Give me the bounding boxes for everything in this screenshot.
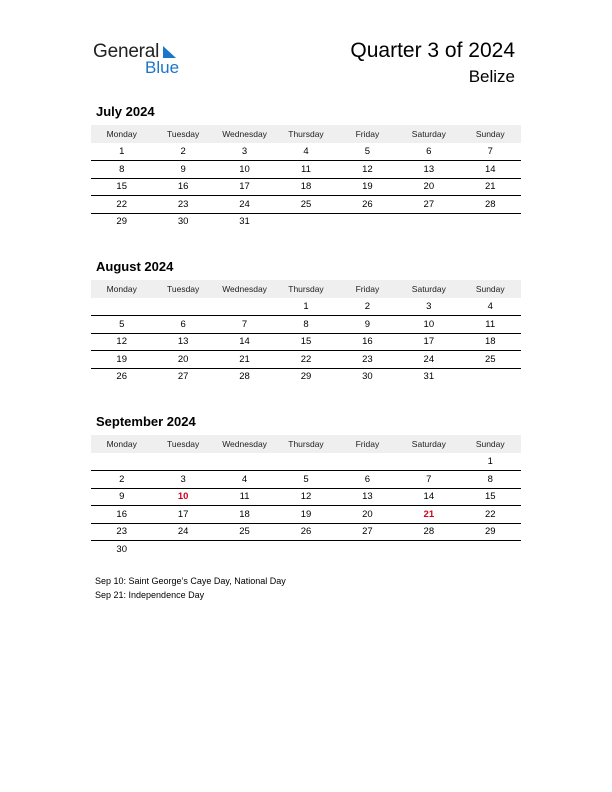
day-cell: 23 bbox=[362, 353, 373, 365]
weekday-label: Monday bbox=[106, 284, 137, 294]
weekday-label: Saturday bbox=[411, 439, 446, 449]
weekday-label: Tuesday bbox=[166, 439, 200, 449]
weekday-header bbox=[91, 125, 521, 143]
day-cell: 25 bbox=[239, 526, 250, 538]
day-cell: 17 bbox=[177, 508, 189, 520]
week-row bbox=[91, 214, 521, 231]
weekday-label: Friday bbox=[355, 284, 380, 294]
day-cell: 23 bbox=[116, 526, 127, 538]
day-cell: 18 bbox=[300, 181, 312, 193]
month-name: July 2024 bbox=[96, 104, 155, 119]
day-cell: 17 bbox=[239, 181, 250, 193]
day-cell: 2 bbox=[364, 301, 371, 312]
day-cell: 27 bbox=[362, 526, 373, 538]
country-name: Belize bbox=[468, 67, 515, 86]
day-cell: 13 bbox=[362, 491, 373, 503]
day-cell: 28 bbox=[239, 371, 250, 383]
day-cell: 24 bbox=[423, 353, 435, 365]
weekday-label: Thursday bbox=[288, 439, 324, 449]
day-cell: 20 bbox=[362, 508, 373, 520]
logo-general-text: General bbox=[93, 41, 160, 62]
day-cell: 17 bbox=[423, 336, 435, 348]
day-cell: 5 bbox=[303, 473, 309, 485]
week-row bbox=[91, 369, 521, 386]
weekday-label: Wednesday bbox=[222, 129, 267, 139]
day-cell: 16 bbox=[362, 336, 373, 348]
day-cell: 4 bbox=[487, 301, 493, 312]
day-cell: 18 bbox=[484, 336, 496, 348]
day-cell: 10 bbox=[423, 318, 435, 330]
week-row bbox=[91, 453, 521, 471]
weekday-label: Tuesday bbox=[166, 284, 200, 294]
weekday-label: Thursday bbox=[288, 129, 324, 139]
day-cell: 4 bbox=[303, 146, 309, 157]
day-cell: 29 bbox=[484, 526, 496, 538]
day-cell: 13 bbox=[423, 163, 435, 175]
day-cell: 31 bbox=[423, 371, 435, 383]
day-cell: 30 bbox=[116, 543, 127, 555]
day-cell: 6 bbox=[364, 473, 371, 485]
day-cell: 29 bbox=[116, 216, 127, 228]
day-cell: 6 bbox=[180, 318, 186, 330]
day-cell: 29 bbox=[300, 371, 312, 383]
weekday-label: Wednesday bbox=[222, 284, 267, 294]
weekday-label: Sunday bbox=[475, 284, 505, 294]
month-name: August 2024 bbox=[96, 259, 174, 274]
day-cell: 22 bbox=[484, 508, 496, 520]
weekday-label: Monday bbox=[106, 129, 137, 139]
week-row bbox=[91, 334, 521, 352]
day-cell: 28 bbox=[423, 526, 435, 538]
weekday-label: Sunday bbox=[475, 439, 505, 449]
day-cell: 23 bbox=[177, 198, 189, 210]
week-row bbox=[91, 506, 521, 524]
day-cell: 2 bbox=[180, 146, 186, 157]
day-cell: 15 bbox=[484, 491, 496, 503]
week-row bbox=[91, 489, 521, 507]
day-cell: 11 bbox=[239, 491, 250, 503]
day-cell: 2 bbox=[119, 473, 125, 485]
day-cell: 4 bbox=[241, 473, 248, 485]
week-row bbox=[91, 316, 521, 334]
month-calendar-july bbox=[91, 104, 521, 230]
week-row bbox=[91, 524, 521, 542]
day-cell: 16 bbox=[177, 181, 189, 193]
day-cell: 5 bbox=[119, 318, 125, 330]
week-row bbox=[91, 351, 521, 369]
day-cell: 30 bbox=[362, 371, 373, 383]
day-cell: 8 bbox=[119, 163, 125, 175]
day-cell: 22 bbox=[116, 198, 127, 210]
month-calendar-august bbox=[91, 259, 521, 385]
day-cell: 9 bbox=[364, 318, 371, 330]
day-cell: 25 bbox=[300, 198, 312, 210]
day-cell: 26 bbox=[116, 371, 127, 383]
day-cell: 1 bbox=[487, 456, 493, 467]
day-cell: 20 bbox=[423, 181, 435, 193]
day-cell: 11 bbox=[301, 163, 311, 175]
day-cell: 24 bbox=[177, 526, 189, 538]
weekday-label: Saturday bbox=[411, 284, 446, 294]
day-cell: 9 bbox=[180, 163, 186, 175]
weekday-header bbox=[91, 435, 521, 453]
week-row bbox=[91, 196, 521, 214]
day-cell: 22 bbox=[300, 353, 312, 365]
day-cell: 10 bbox=[239, 163, 250, 175]
week-row bbox=[91, 179, 521, 197]
day-cell: 7 bbox=[241, 318, 248, 330]
day-cell: 16 bbox=[116, 508, 127, 520]
weekday-label: Wednesday bbox=[222, 439, 267, 449]
weekday-label: Sunday bbox=[475, 129, 505, 139]
day-cell: 7 bbox=[426, 473, 432, 485]
day-cell: 5 bbox=[364, 146, 371, 157]
day-cell: 12 bbox=[300, 491, 312, 503]
day-cell: 3 bbox=[241, 146, 248, 157]
holiday-day-cell: 21 bbox=[423, 508, 435, 520]
day-cell: 18 bbox=[239, 508, 250, 520]
day-cell: 19 bbox=[116, 353, 127, 365]
day-cell: 15 bbox=[116, 181, 127, 193]
month-calendar-september bbox=[91, 414, 521, 558]
day-cell: 14 bbox=[484, 163, 496, 175]
day-cell: 13 bbox=[177, 336, 189, 348]
holiday-notes bbox=[95, 574, 286, 602]
weekday-label: Thursday bbox=[288, 284, 324, 294]
weekday-label: Saturday bbox=[411, 129, 446, 139]
day-cell: 24 bbox=[239, 198, 250, 210]
day-cell: 8 bbox=[487, 473, 493, 485]
day-cell: 21 bbox=[484, 181, 496, 193]
day-cell: 15 bbox=[300, 336, 312, 348]
page-title: Quarter 3 of 2024 bbox=[350, 39, 515, 62]
day-cell: 30 bbox=[177, 216, 189, 228]
day-cell: 28 bbox=[484, 198, 496, 210]
weekday-label: Friday bbox=[355, 129, 380, 139]
day-cell: 20 bbox=[177, 353, 189, 365]
week-row bbox=[91, 298, 521, 316]
weekday-label: Tuesday bbox=[166, 129, 200, 139]
day-cell: 26 bbox=[362, 198, 373, 210]
week-row bbox=[91, 471, 521, 489]
month-name: September 2024 bbox=[96, 414, 196, 429]
day-cell: 14 bbox=[239, 336, 250, 348]
day-cell: 11 bbox=[485, 318, 496, 330]
weekday-header bbox=[91, 280, 521, 298]
week-row bbox=[91, 161, 521, 179]
day-cell: 1 bbox=[303, 301, 309, 312]
day-cell: 14 bbox=[423, 491, 435, 503]
day-cell: 8 bbox=[303, 318, 309, 330]
logo-blue-text: Blue bbox=[145, 58, 180, 77]
day-cell: 9 bbox=[119, 491, 125, 503]
day-cell: 1 bbox=[119, 146, 125, 157]
generalblue-logo bbox=[93, 40, 193, 80]
holiday-day-cell: 10 bbox=[177, 491, 189, 503]
day-cell: 27 bbox=[423, 198, 435, 210]
day-cell: 3 bbox=[426, 301, 432, 312]
holiday-note: Sep 10: Saint George’s Caye Day, National Day bbox=[95, 576, 286, 586]
day-cell: 3 bbox=[180, 473, 186, 485]
day-cell: 27 bbox=[177, 371, 189, 383]
day-cell: 12 bbox=[362, 163, 373, 175]
weekday-label: Friday bbox=[355, 439, 380, 449]
day-cell: 21 bbox=[239, 353, 250, 365]
week-row bbox=[91, 143, 521, 161]
day-cell: 7 bbox=[487, 146, 493, 157]
day-cell: 26 bbox=[300, 526, 312, 538]
week-row bbox=[91, 541, 521, 558]
holiday-note: Sep 21: Independence Day bbox=[95, 590, 205, 600]
day-cell: 19 bbox=[362, 181, 373, 193]
day-cell: 12 bbox=[116, 336, 127, 348]
weekday-label: Monday bbox=[106, 439, 137, 449]
day-cell: 25 bbox=[484, 353, 496, 365]
day-cell: 31 bbox=[239, 216, 250, 228]
day-cell: 6 bbox=[426, 146, 432, 157]
day-cell: 19 bbox=[300, 508, 312, 520]
